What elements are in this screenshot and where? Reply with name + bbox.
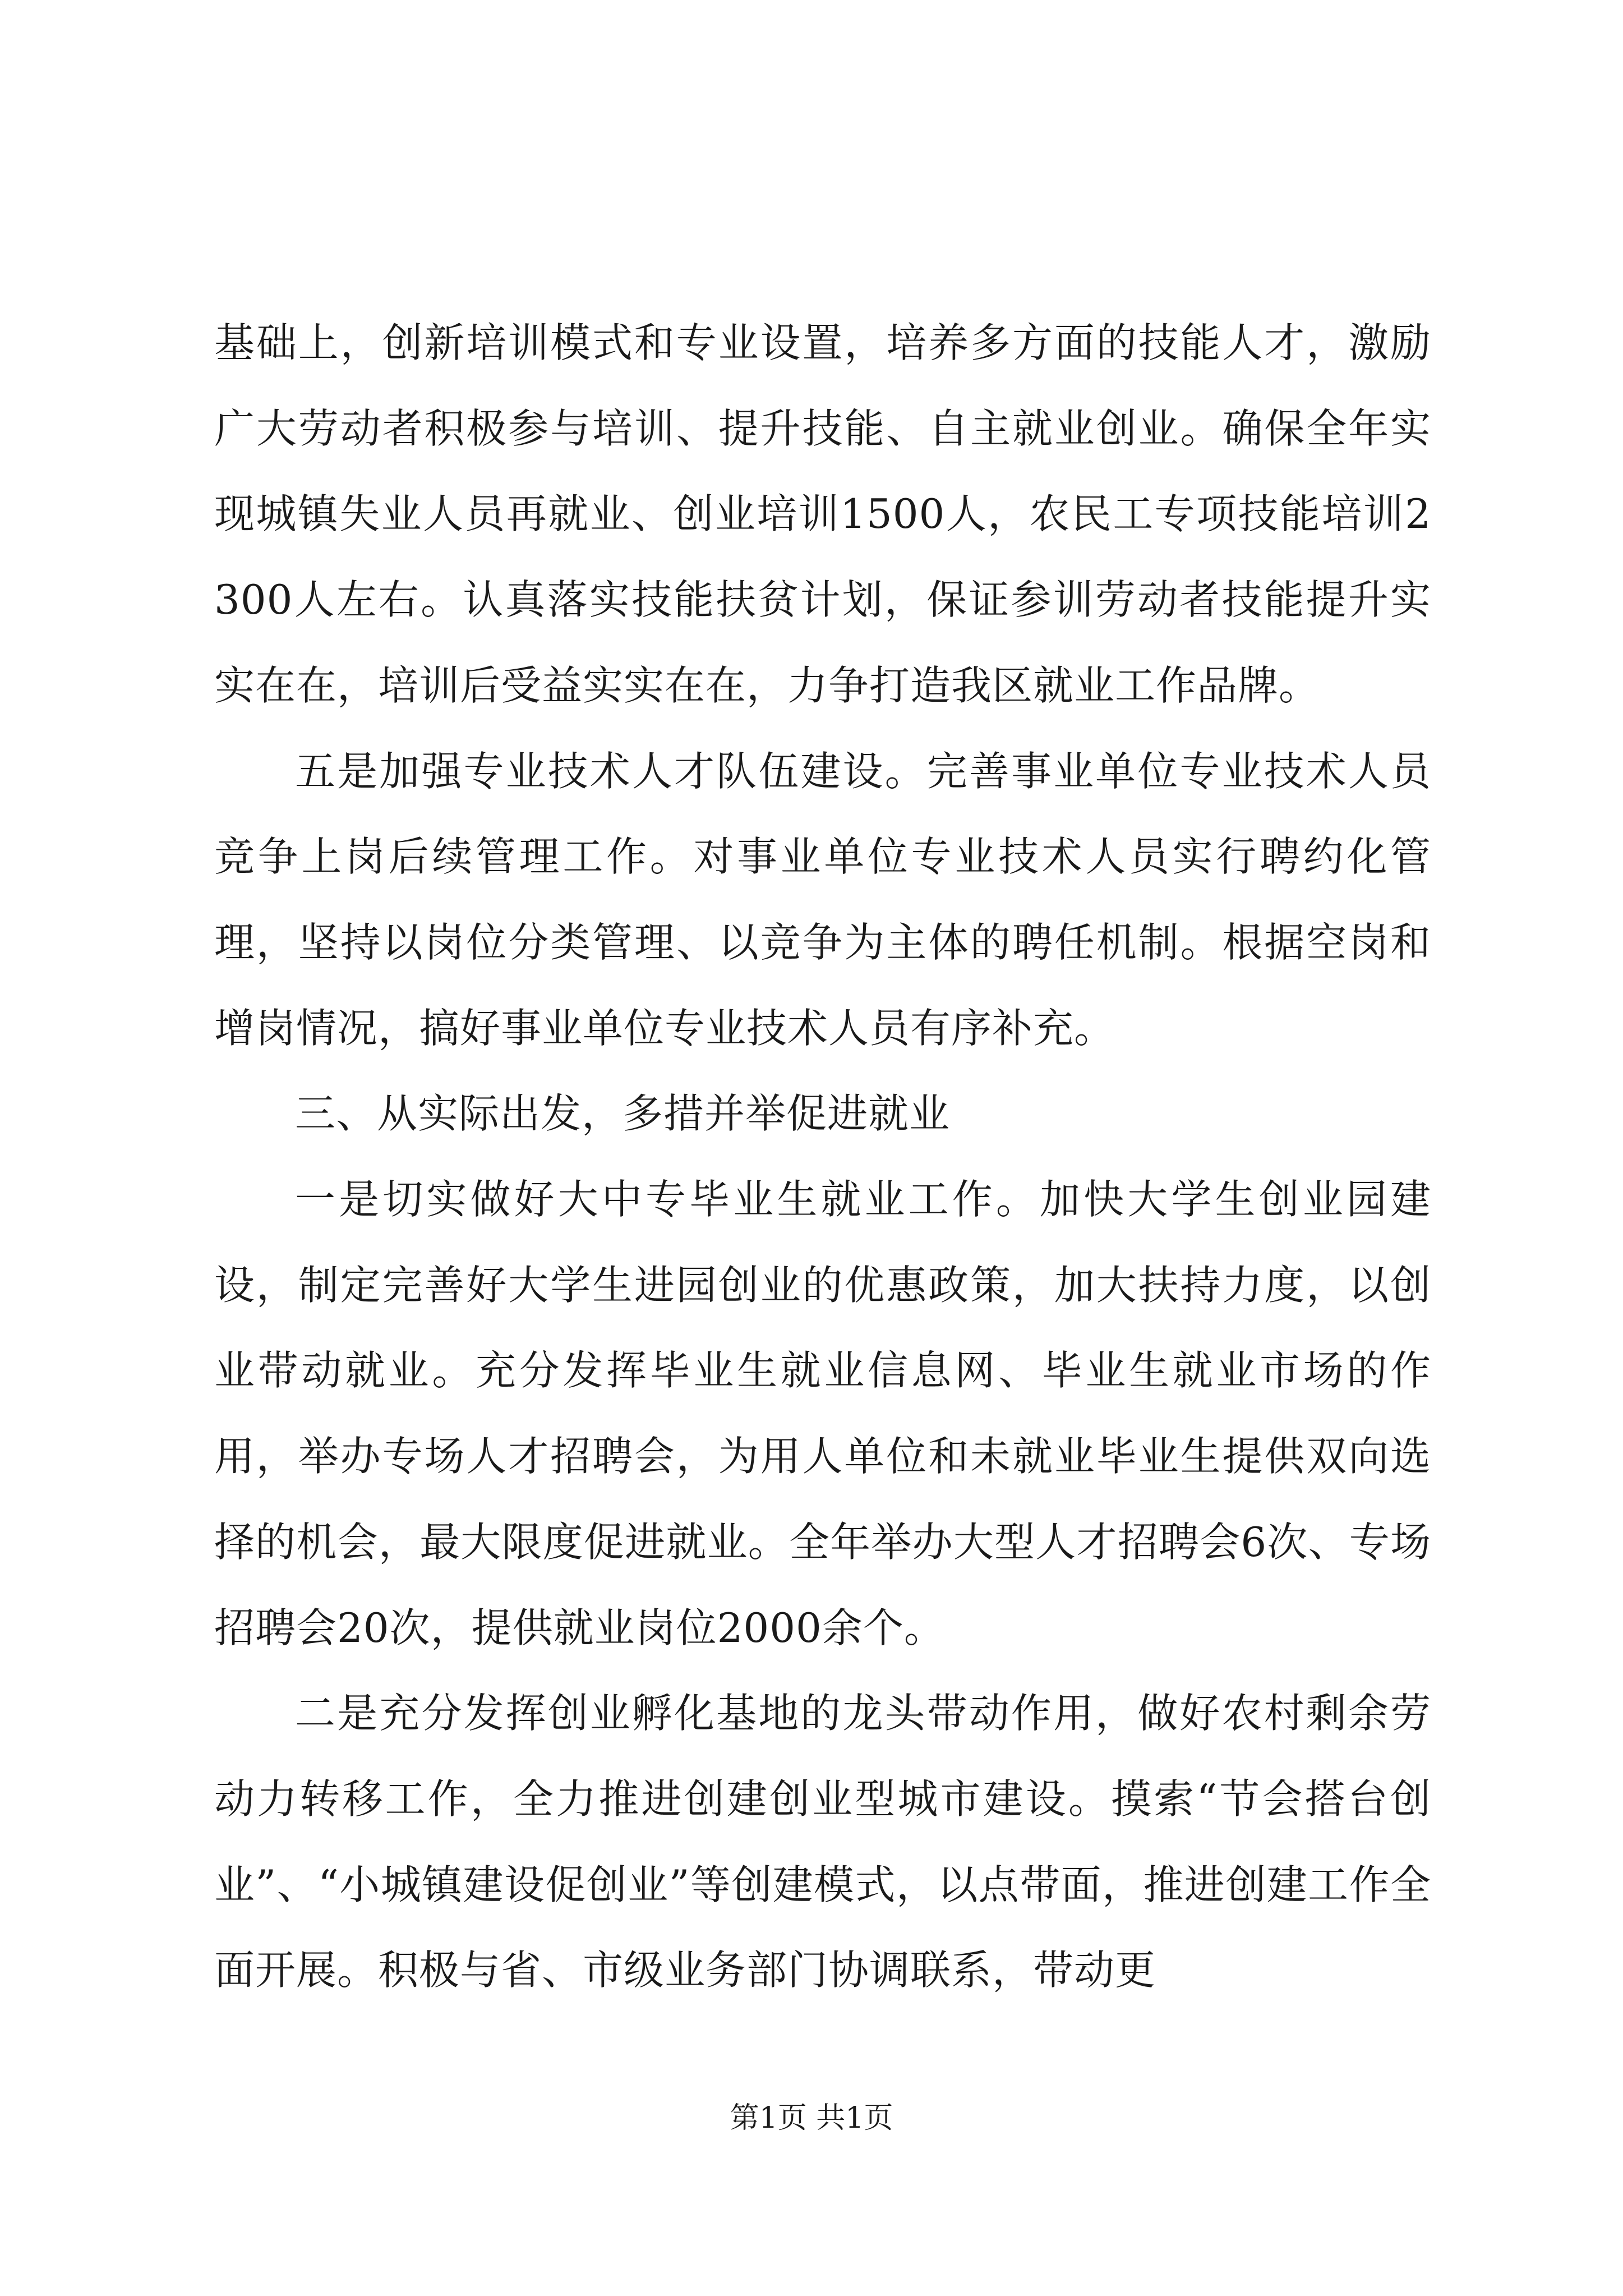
paragraph-1: 基础上，创新培训模式和专业设置，培养多方面的技能人才，激励广大劳动者积极参与培训、提升技能、自主就业创业。确保全年实现城镇失业人员再就业、创业培训1500人，农民工专项技能培训2300人左右。认真落实技能扶贫计划，保证参训劳动者技能提升实实在在，培训后受益实实在在，力争打造我区就业工作品牌。 bbox=[214, 319, 1431, 709]
paragraph-4: 二是充分发挥创业孵化基地的龙头带动作用，做好农村剩余劳动力转移工作，全力推进创建创业型城市建设。摸索“节会搭台创业”、“小城镇建设促创业”等创建模式，以点带面，推进创建工作全面开展。积极与省、市级业务部门协调联系，带动更 bbox=[214, 1690, 1431, 1994]
document-body bbox=[214, 300, 1431, 2013]
paragraph-3: 一是切实做好大中专毕业生就业工作。加快大学生创业园建设，制定完善好大学生进园创业的优惠政策，加大扶持力度，以创业带动就业。充分发挥毕业生就业信息网、毕业生就业市场的作用，举办专场人才招聘会，为用人单位和未就业毕业生提供双向选择的机会，最大限度促进就业。全年举办大型人才招聘会6次、专场招聘会20次，提供就业岗位2000余个。 bbox=[214, 1176, 1431, 1651]
paragraph-2: 五是加强专业技术人才队伍建设。完善事业单位专业技术人员竞争上岗后续管理工作。对事业单位专业技术人员实行聘约化管理，坚持以岗位分类管理、以竞争为主体的聘任机制。根据空岗和增岗情况，搞好事业单位专业技术人员有序补充。 bbox=[214, 747, 1431, 1052]
page-number-footer: 第1页 共1页 bbox=[730, 2101, 893, 2135]
section-heading: 三、从实际出发，多措并举促进就业 bbox=[295, 1090, 951, 1138]
